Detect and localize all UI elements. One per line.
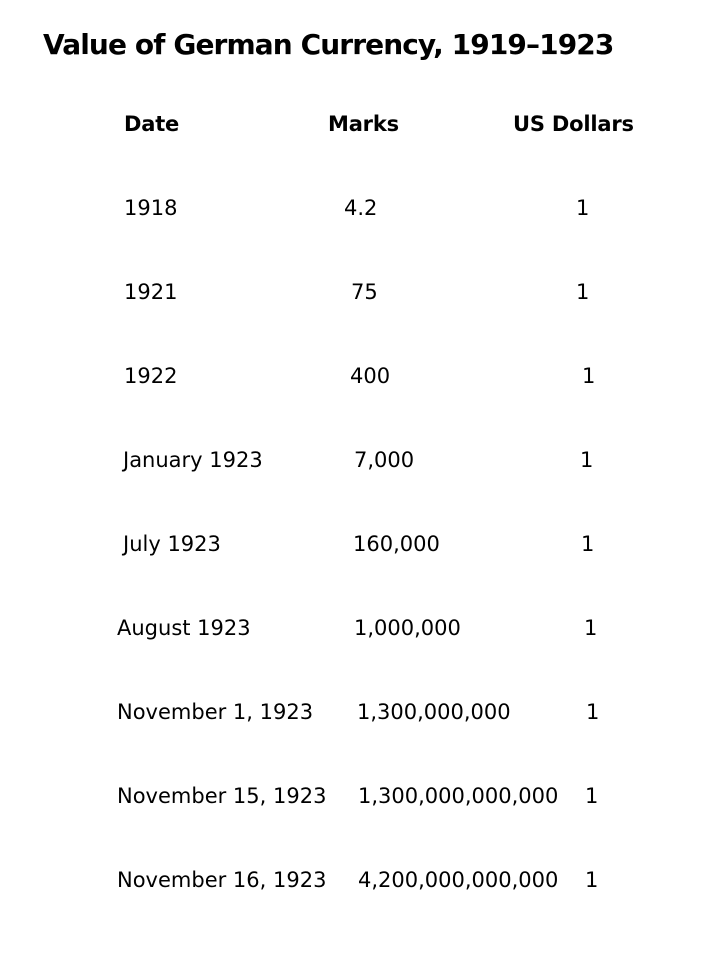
row-marks: 7,000: [354, 448, 415, 472]
row-us-dollars: 1: [576, 196, 590, 220]
row-us-dollars: 1: [586, 700, 600, 724]
row-us-dollars: 1: [585, 868, 599, 892]
row-marks: 4,200,000,000,000: [358, 868, 559, 892]
row-marks: 1,000,000: [354, 616, 461, 640]
row-marks: 400: [350, 364, 391, 388]
row-us-dollars: 1: [585, 784, 599, 808]
row-date: 1921: [124, 280, 178, 304]
row-us-dollars: 1: [584, 616, 598, 640]
row-us-dollars: 1: [582, 364, 596, 388]
row-date: November 16, 1923: [117, 868, 327, 892]
row-date: August 1923: [117, 616, 251, 640]
page-title: Value of German Currency, 1919–1923: [43, 28, 614, 61]
row-marks: 1,300,000,000: [357, 700, 511, 724]
row-date: November 15, 1923: [117, 784, 327, 808]
row-date: 1922: [124, 364, 178, 388]
row-us-dollars: 1: [576, 280, 590, 304]
row-date: January 1923: [123, 448, 263, 472]
row-marks: 1,300,000,000,000: [358, 784, 559, 808]
row-marks: 4.2: [344, 196, 378, 220]
column-header-marks: Marks: [328, 112, 399, 136]
row-us-dollars: 1: [581, 532, 595, 556]
column-header-date: Date: [124, 112, 180, 136]
row-marks: 160,000: [353, 532, 440, 556]
row-marks: 75: [351, 280, 378, 304]
column-header-us-dollars: US Dollars: [513, 112, 634, 136]
row-date: 1918: [124, 196, 178, 220]
row-date: July 1923: [123, 532, 221, 556]
row-us-dollars: 1: [580, 448, 594, 472]
row-date: November 1, 1923: [117, 700, 314, 724]
